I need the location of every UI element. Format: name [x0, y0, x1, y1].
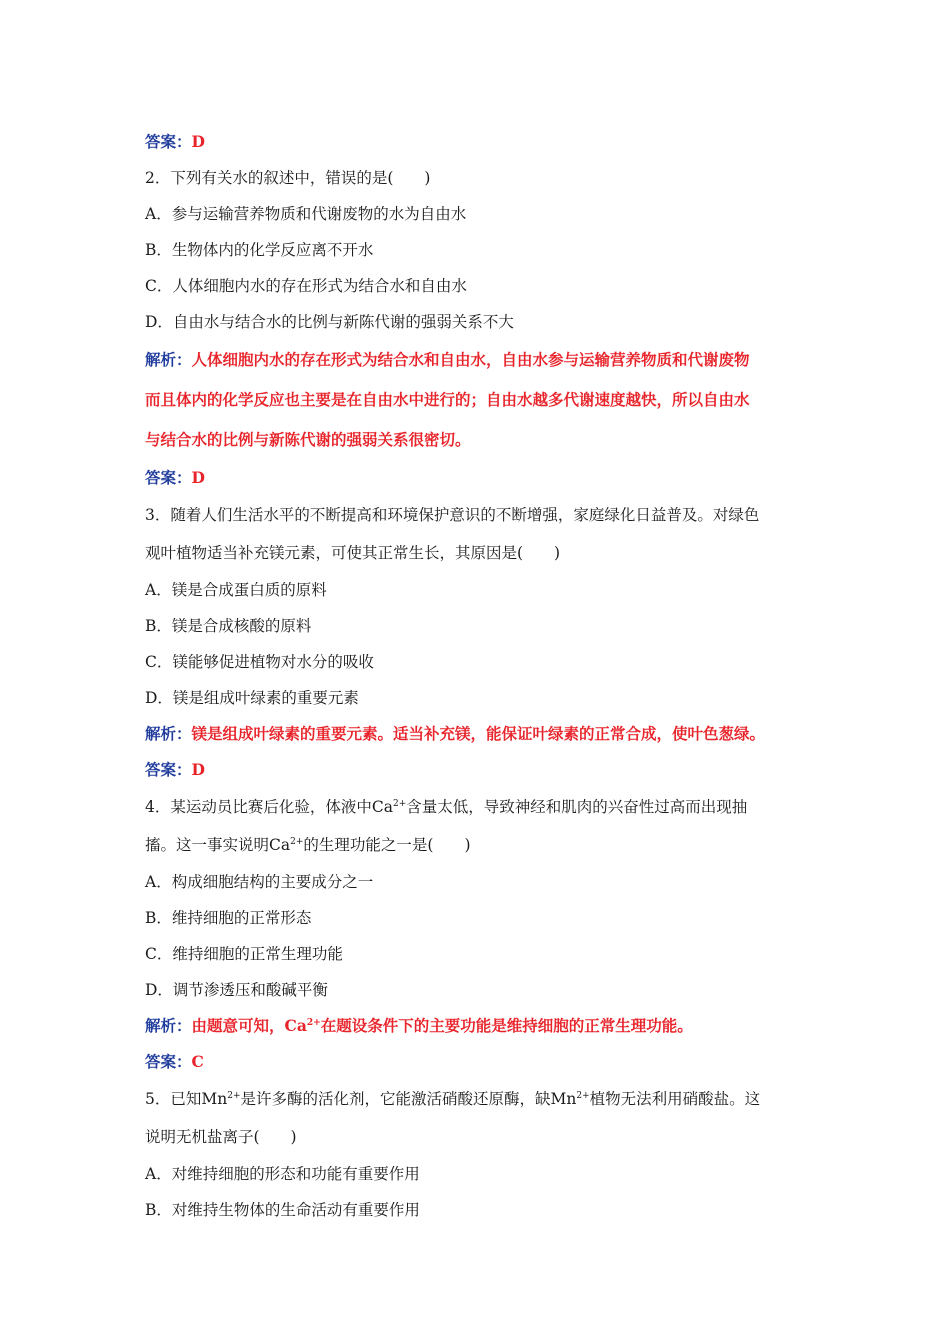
- explanation-label: 解析：: [145, 1016, 192, 1035]
- ion-charge: 2+: [306, 1018, 321, 1028]
- q4-stem-text-c: 搐。这一事实说明Ca: [145, 836, 291, 854]
- ion-charge: 2+: [227, 1091, 241, 1101]
- q5-stem-line2: 说明无机盐离子( ): [145, 1128, 297, 1146]
- q2-explanation: [145, 340, 813, 460]
- q2-option-b: B．生物体内的化学反应离不开水: [145, 241, 374, 259]
- q5-stem-text-c: 植物无法利用硝酸盐。这: [589, 1090, 761, 1108]
- answer-label: 答案：: [145, 468, 192, 487]
- q4-option-b: B．维持细胞的正常形态: [145, 909, 312, 927]
- q3-answer: [145, 752, 813, 788]
- q5-stem-text-b: 是许多酶的活化剂，它能激活硝酸还原酶，缺Mn: [240, 1090, 577, 1108]
- q3-option-b: B．镁是合成核酸的原料: [145, 617, 312, 635]
- q4-stem-line2: [145, 826, 813, 864]
- q4-explanation: [145, 1008, 813, 1044]
- ion-charge: 2+: [392, 799, 407, 809]
- answer-value: D: [191, 468, 205, 487]
- q4-stem-text-d: 的生理功能之一是( ): [303, 836, 471, 854]
- answer-value: D: [191, 760, 205, 779]
- answer-value: C: [191, 1052, 204, 1071]
- q5-option-a: A．对维持细胞的形态和功能有重要作用: [145, 1165, 420, 1183]
- q3-stem-line2: 观叶植物适当补充镁元素，可使其正常生长，其原因是( ): [145, 544, 561, 562]
- q4-stem-line1: [145, 788, 813, 826]
- q5-option-b: B．对维持生物体的生命活动有重要作用: [145, 1201, 420, 1219]
- q4-stem-text-a: 4．某运动员比赛后化验，体液中Ca: [145, 798, 393, 816]
- q2-option-d: D．自由水与结合水的比例与新陈代谢的强弱关系不大: [145, 313, 514, 331]
- q4-option-d: D．调节渗透压和酸碱平衡: [145, 981, 328, 999]
- q4-explanation-text-a: 由题意可知，Ca: [191, 1016, 307, 1035]
- q5-stem-line1: [145, 1080, 813, 1118]
- ion-charge: 2+: [576, 1091, 590, 1101]
- explanation-label: 解析：: [145, 350, 192, 369]
- q2-explanation-line1: 人体细胞内水的存在形式为结合水和自由水，自由水参与运输营养物质和代谢废物: [191, 350, 750, 369]
- q4-explanation-text-b: 在题设条件下的主要功能是维持细胞的正常生理功能。: [320, 1016, 693, 1035]
- q4-stem-text-b: 含量太低，导致神经和肌肉的兴奋性过高而出现抽: [406, 798, 748, 816]
- q1-answer: [145, 124, 813, 160]
- q4-option-c: C．维持细胞的正常生理功能: [145, 945, 343, 963]
- q2-explanation-line3: 与结合水的比例与新陈代谢的强弱关系很密切。: [145, 430, 471, 449]
- q2-explanation-line2: 而且体内的化学反应也主要是在自由水中进行的；自由水越多代谢速度越快，所以自由水: [145, 390, 750, 409]
- q2-option-a: A．参与运输营养物质和代谢废物的水为自由水: [145, 205, 467, 223]
- q3-explanation-text: 镁是组成叶绿素的重要元素。适当补充镁，能保证叶绿素的正常合成，使叶色葱绿。: [191, 724, 766, 743]
- q4-option-a: A．构成细胞结构的主要成分之一: [145, 873, 374, 891]
- q3-option-d: D．镁是组成叶绿素的重要元素: [145, 689, 359, 707]
- q2-stem: 2．下列有关水的叙述中，错误的是( ): [145, 169, 431, 187]
- explanation-label: 解析：: [145, 724, 192, 743]
- q3-option-a: A．镁是合成蛋白质的原料: [145, 581, 327, 599]
- q5-stem-text-a: 5．已知Mn: [145, 1090, 228, 1108]
- document-page: [145, 124, 813, 1228]
- q2-answer: [145, 460, 813, 496]
- q3-explanation: [145, 716, 813, 752]
- answer-value: D: [191, 132, 205, 151]
- answer-label: 答案：: [145, 1052, 192, 1071]
- q3-option-c: C．镁能够促进植物对水分的吸收: [145, 653, 374, 671]
- answer-label: 答案：: [145, 132, 192, 151]
- answer-label: 答案：: [145, 760, 192, 779]
- q3-stem-line1: 3．随着人们生活水平的不断提高和环境保护意识的不断增强，家庭绿化日益普及。对绿色: [145, 506, 760, 524]
- q2-option-c: C．人体细胞内水的存在形式为结合水和自由水: [145, 277, 467, 295]
- q4-answer: [145, 1044, 813, 1080]
- ion-charge: 2+: [290, 837, 304, 847]
